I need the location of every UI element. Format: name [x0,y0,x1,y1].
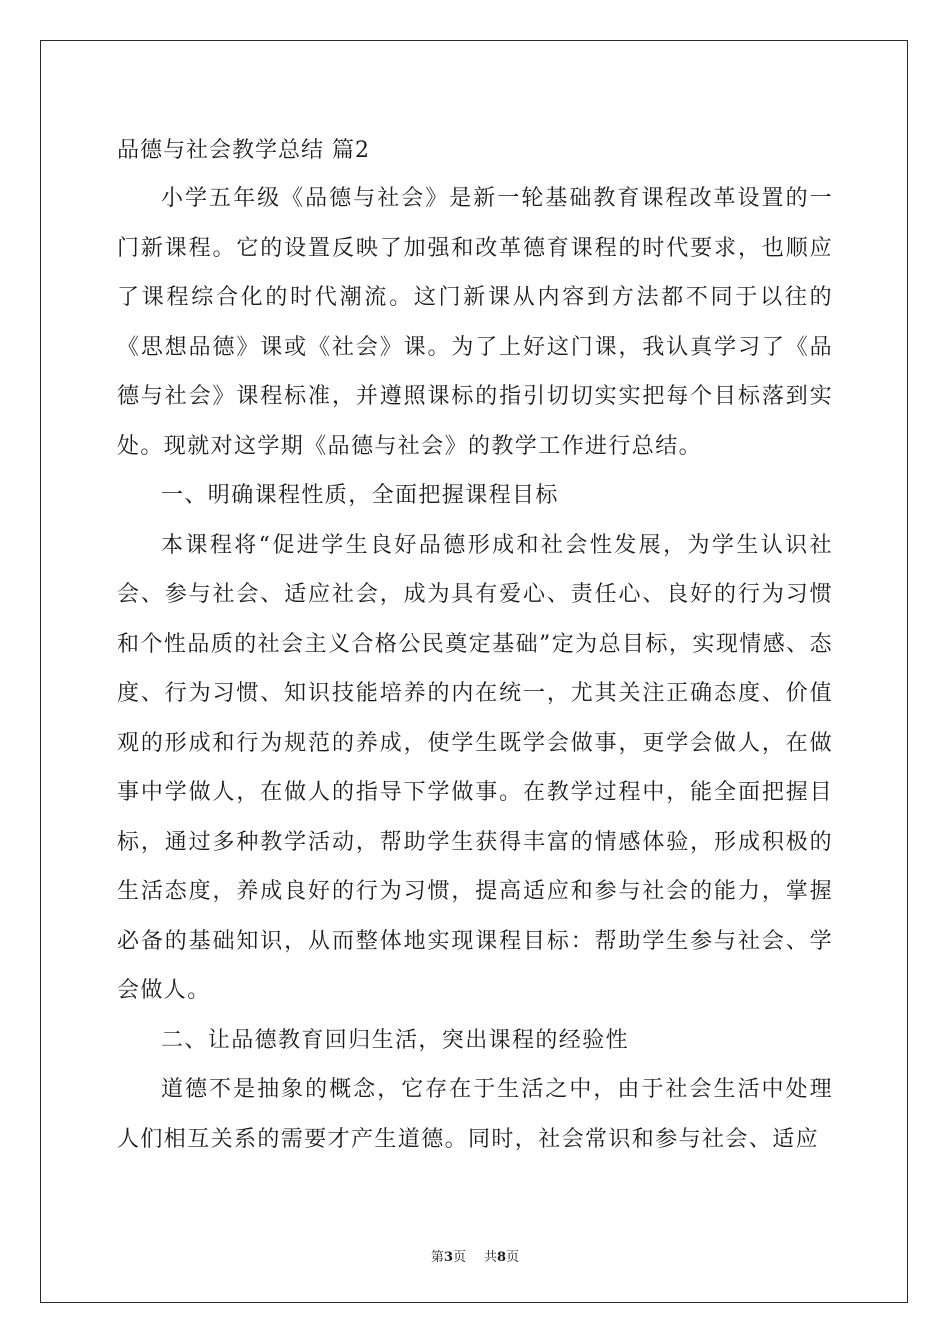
document-body [117,128,833,1164]
section-heading-1: 一、明确课程性质，全面把握课程目标 [161,483,559,508]
page-prefix: 第 [430,1250,444,1265]
document-title: 品德与社会教学总结 篇2 [117,138,370,163]
page-suffix: 页 [452,1250,466,1265]
paragraph-section-2: 道德不是抽象的概念，它存在于生活之中，由于社会生活中处理人们相互关系的需要才产生道德。同时，社会常识和参与社会、适应 [117,1077,833,1152]
paragraph-intro: 小学五年级《品德与社会》是新一轮基础教育课程改革设置的一门新课程。它的设置反映了加强和改革德育课程的时代要求，也顺应了课程综合化的时代潮流。这门新课从内容到方法都不同于以往的《思想品德》课或《社会》课。为了上好这门课，我认真学习了《品德与社会》课程标准，并遵照课标的指引切切实实把每个目标落到实处。现就对这学期《品德与社会》的教学工作进行总结。 [117,186,833,459]
page-current: 3 [443,1250,453,1265]
total-suffix: 页 [506,1250,520,1265]
total-prefix: 共 [484,1250,498,1265]
paragraph-section-1: 本课程将“促进学生良好品德形成和社会性发展，为学生认识社会、参与社会、适应社会，成为具有爱心、责任心、良好的行为习惯和个性品质的社会主义合格公民奠定基础”定为总目标，实现情感、态度、行为习惯、知识技能培养的内在统一，尤其关注正确态度、价值观的形成和行为规范的养成，使学生既学会做事，更学会做人，在做事中学做人，在做人的指导下学做事。在教学过程中，能全面把握目标，通过多种教学活动，帮助学生获得丰富的情感体验，形成积极的生活态度，养成良好的行为习惯，提高适应和参与社会的能力，掌握必备的基础知识，从而整体地实现课程目标：帮助学生参与社会、学会做人。 [117,532,833,1003]
page-total: 8 [497,1250,507,1265]
section-heading-2: 二、让品德教育回归生活，突出课程的经验性 [161,1027,630,1053]
page-footer [0,1246,950,1265]
